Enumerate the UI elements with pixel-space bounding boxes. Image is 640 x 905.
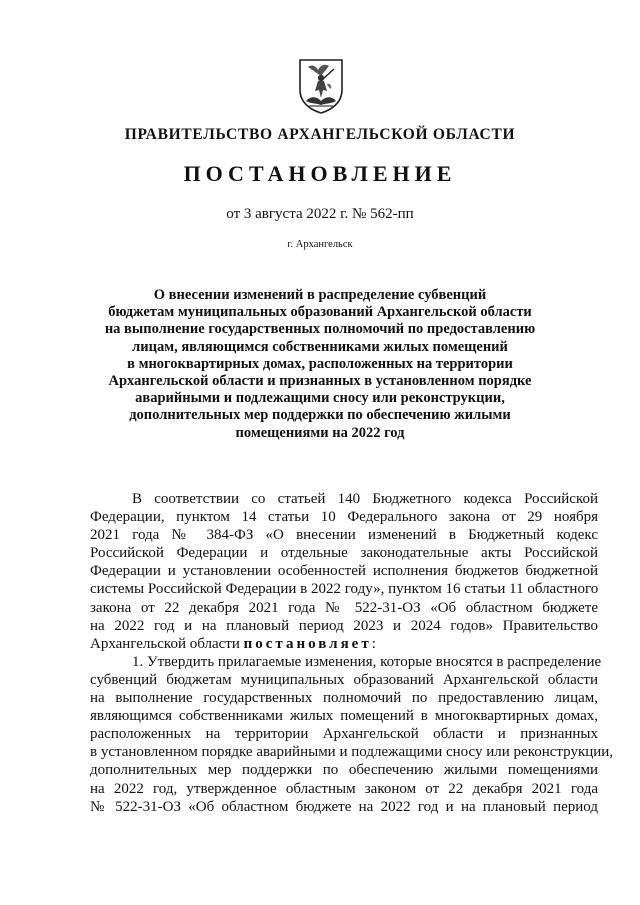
title-line: помещениями на 2022 год	[235, 424, 405, 441]
text-line: на выполнение государственных полномочий по предоставлению лицам,	[90, 690, 598, 707]
organization-name: ПРАВИТЕЛЬСТВО АРХАНГЕЛЬСКОЙ ОБЛАСТИ	[124, 126, 516, 143]
text-line: 1. Утвердить прилагаемые изменения, которые вносятся в распределение	[132, 653, 602, 670]
title-line: в многоквартирных домах, расположенных на территории	[127, 355, 513, 372]
item-1-paragraph	[90, 653, 614, 816]
preamble-last-suffix: :	[371, 635, 376, 652]
text-line: в установленном порядке аварийными и подлежащими сносу или реконструкции,	[90, 744, 614, 761]
document-date-number: от 3 августа 2022 г. № 562-пп	[226, 206, 414, 222]
text-line: на 2022 год, утвержденное областным законом от 22 декабря 2021 года	[90, 780, 598, 797]
text-line: Федерации, пунктом 14 статьи 10 Федерального закона от 29 ноября	[90, 509, 598, 526]
text-line: Федерации и установлении особенностей исполнения бюджетов бюджетной	[90, 563, 598, 580]
text-line: Российской Федерации и отдельные законодательные акты Российской	[90, 545, 598, 562]
title-line: дополнительных мер поддержки по обеспечению жилыми	[129, 407, 511, 424]
text-line: системы Российской Федерации в 2022 году», пунктом 16 статьи 11 областного	[90, 581, 599, 598]
text-line	[90, 635, 598, 653]
text-line: № 522-31-ОЗ «Об областном бюджете на 2022 год и на плановый период	[90, 798, 598, 815]
coat-of-arms-emblem	[297, 57, 345, 115]
text-line: закона от 22 декабря 2021 года № 522-31-ОЗ «Об областном бюджете	[90, 599, 598, 616]
text-line: на 2022 год и на плановый период 2023 и 2024 годов» Правительство	[90, 617, 598, 634]
preamble-last-prefix: Архангельской области	[90, 635, 244, 652]
title-line: бюджетам муниципальных образований Архангельской области	[108, 304, 532, 321]
text-line: 2021 года № 384-ФЗ «О внесении изменений в Бюджетный кодекс	[90, 527, 598, 544]
document-title	[100, 287, 540, 442]
title-line: на выполнение государственных полномочий по предоставлению	[104, 321, 536, 338]
decree-word: постановляет	[243, 635, 372, 652]
title-line: О внесении изменений в распределение субвенций	[153, 287, 487, 303]
document-type: ПОСТАНОВЛЕНИЕ	[183, 161, 457, 186]
title-line: Архангельской области и признанных в установленном порядке	[108, 373, 532, 390]
title-line: аварийными и подлежащими сносу или реконструкции,	[135, 390, 505, 407]
document-body	[90, 490, 614, 816]
document-city: г. Архангельск	[287, 239, 353, 250]
text-line: В соответствии со статьей 140 Бюджетного кодекса Российской	[132, 491, 598, 507]
text-line: дополнительных мер поддержки по обеспечению жилыми помещениями	[90, 762, 598, 779]
preamble-paragraph	[90, 490, 598, 653]
title-line: лицам, являющимся собственниками жилых помещений	[132, 338, 508, 355]
text-line: субвенций бюджетам муниципальных образований Архангельской области	[90, 671, 598, 688]
text-line: являющимся собственниками жилых помещений в многоквартирных домах,	[90, 708, 598, 725]
text-line: расположенных на территории Архангельской области и признанных	[90, 726, 598, 743]
